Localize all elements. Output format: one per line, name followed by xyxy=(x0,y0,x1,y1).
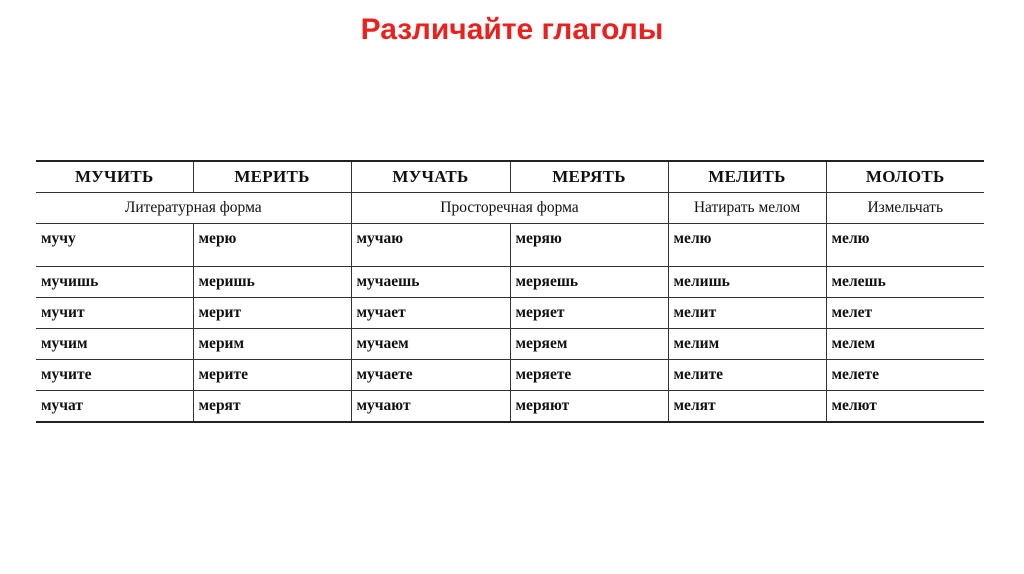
table-cell: меряют xyxy=(510,391,668,423)
table-cell: мерит xyxy=(193,298,351,329)
table-cell: мучаете xyxy=(351,360,510,391)
verb-header-cell: МЕЛИТЬ xyxy=(668,161,826,193)
verb-header-cell: МУЧАТЬ xyxy=(351,161,510,193)
table-row xyxy=(36,360,984,391)
form-literary-cell: Литературная форма xyxy=(36,193,351,224)
table-cell: меряете xyxy=(510,360,668,391)
table-row xyxy=(36,267,984,298)
verb-header-cell: МЕРИТЬ xyxy=(193,161,351,193)
form-colloquial-cell: Просторечная форма xyxy=(351,193,668,224)
table-cell: мелят xyxy=(668,391,826,423)
table-cell: мелю xyxy=(826,224,984,267)
table-cell: мелю xyxy=(668,224,826,267)
table-cell: мелите xyxy=(668,360,826,391)
table-cell: мучим xyxy=(36,329,193,360)
table-cell: мучают xyxy=(351,391,510,423)
table-cell: мелит xyxy=(668,298,826,329)
form-header-row xyxy=(36,193,984,224)
table-cell: мучаю xyxy=(351,224,510,267)
table-cell: мелим xyxy=(668,329,826,360)
table-cell: мерите xyxy=(193,360,351,391)
form-chalk-cell: Натирать мелом xyxy=(668,193,826,224)
table-cell: мучит xyxy=(36,298,193,329)
table-row xyxy=(36,224,984,267)
table-cell: мучишь xyxy=(36,267,193,298)
verb-header-cell: МОЛОТЬ xyxy=(826,161,984,193)
table-cell: мелешь xyxy=(826,267,984,298)
table-cell: мелем xyxy=(826,329,984,360)
verb-header-row xyxy=(36,161,984,193)
table-cell: мелишь xyxy=(668,267,826,298)
table-cell: мучаешь xyxy=(351,267,510,298)
table-cell: мучат xyxy=(36,391,193,423)
table-cell: меряем xyxy=(510,329,668,360)
table-cell: мучу xyxy=(36,224,193,267)
verb-conjugation-table xyxy=(36,160,984,423)
table-cell: мелете xyxy=(826,360,984,391)
table-cell: меряет xyxy=(510,298,668,329)
table-cell: мерю xyxy=(193,224,351,267)
table-cell: мерим xyxy=(193,329,351,360)
table-cell: мелют xyxy=(826,391,984,423)
slide-title: Различайте глаголы xyxy=(360,13,664,46)
table-row xyxy=(36,298,984,329)
table-cell: мелет xyxy=(826,298,984,329)
table-cell: мерят xyxy=(193,391,351,423)
table-cell: меряю xyxy=(510,224,668,267)
table-cell: мучает xyxy=(351,298,510,329)
table-cell: меришь xyxy=(193,267,351,298)
table-cell: мучите xyxy=(36,360,193,391)
table-row xyxy=(36,391,984,423)
form-grind-cell: Измельчать xyxy=(826,193,984,224)
table-cell: мучаем xyxy=(351,329,510,360)
verb-header-cell: МЕРЯТЬ xyxy=(510,161,668,193)
table-cell: меряешь xyxy=(510,267,668,298)
table-row xyxy=(36,329,984,360)
verb-header-cell: МУЧИТЬ xyxy=(36,161,193,193)
